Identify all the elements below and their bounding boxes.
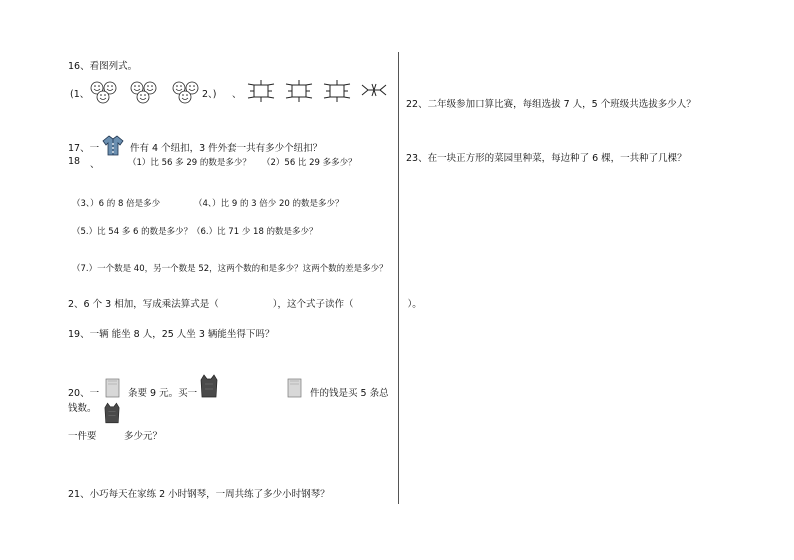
towel-icon <box>104 378 122 398</box>
q20-mid1: 条要 9 元。买一 <box>128 388 198 399</box>
q18-item-4: （4、）比 9 的 3 倍少 20 的数是多少？ <box>194 199 344 209</box>
q16-comma: 、 <box>232 89 242 100</box>
towel-icon <box>286 378 304 398</box>
q18-separator: 、 <box>90 159 100 170</box>
q17-prefix: 17、一 <box>68 143 100 154</box>
q2-text-b: ），这个式子读作（ <box>272 299 354 310</box>
smiley-faces-icon <box>90 80 118 104</box>
q18-number: 18 <box>68 156 81 167</box>
candy-shape-icon <box>284 80 314 102</box>
coat-icon <box>102 134 124 156</box>
q18-item-5: （5.）比 54 多 6 的数是多少？ <box>72 227 193 237</box>
candy-shape-icon <box>322 80 352 102</box>
q20-line3-b: 多少元？ <box>124 431 163 442</box>
q20-line3-a: 一件要 <box>68 431 97 442</box>
q18-item-3: （3、）6 的 8 倍是多少 <box>72 199 161 209</box>
vest-icon <box>200 374 218 398</box>
q19-text: 19、一辆 能坐 8 人，25 人坐 3 辆能坐得下吗？ <box>68 329 275 340</box>
q16-title: 16、看图列式。 <box>68 61 138 72</box>
q16-part1-open: (1、 <box>70 89 90 100</box>
q2-text-c: ）。 <box>407 299 422 310</box>
q20-line2: 钱数。 <box>68 403 97 414</box>
q17-text: 件有 4 个纽扣，3 件外套一共有多少个纽扣？ <box>130 143 323 154</box>
q20-mid2: 件的钱是买 5 条总 <box>310 388 389 399</box>
q18-item-1: （1）比 56 多 29 的数是多少？ <box>128 158 251 168</box>
q2-text-a: 2、6 个 3 相加，写成乘法算式是（ <box>68 299 219 310</box>
smiley-faces-icon <box>130 80 158 104</box>
q18-item-2: （2）56 比 29 多多少？ <box>262 158 357 168</box>
q16-part1-close: 2、) <box>202 89 217 100</box>
q20-prefix: 20、一 <box>68 388 100 399</box>
candy-shape-icon <box>360 83 388 97</box>
q21-text: 21、小巧每天在家练 2 小时钢琴，一周共练了多少小时钢琴？ <box>68 489 330 500</box>
candy-shape-icon <box>246 80 276 102</box>
q23-text: 23、在一块正方形的菜园里种菜，每边种了 6 棵，一共种了几棵？ <box>406 153 687 164</box>
q22-text: 22、二年级参加口算比赛，每组选拔 7 人，5 个班级共选拔多少人？ <box>406 99 696 110</box>
q18-item-6: （6.）比 71 少 18 的数是多少？ <box>192 227 318 237</box>
column-divider <box>398 52 399 504</box>
q18-item-7: （7.）一个数是 40，另一个数是 52，这两个数的和是多少？这两个数的差是多少？ <box>72 264 388 274</box>
q2-question <box>68 296 422 310</box>
smiley-faces-icon <box>172 80 200 104</box>
vest-icon <box>104 402 120 424</box>
